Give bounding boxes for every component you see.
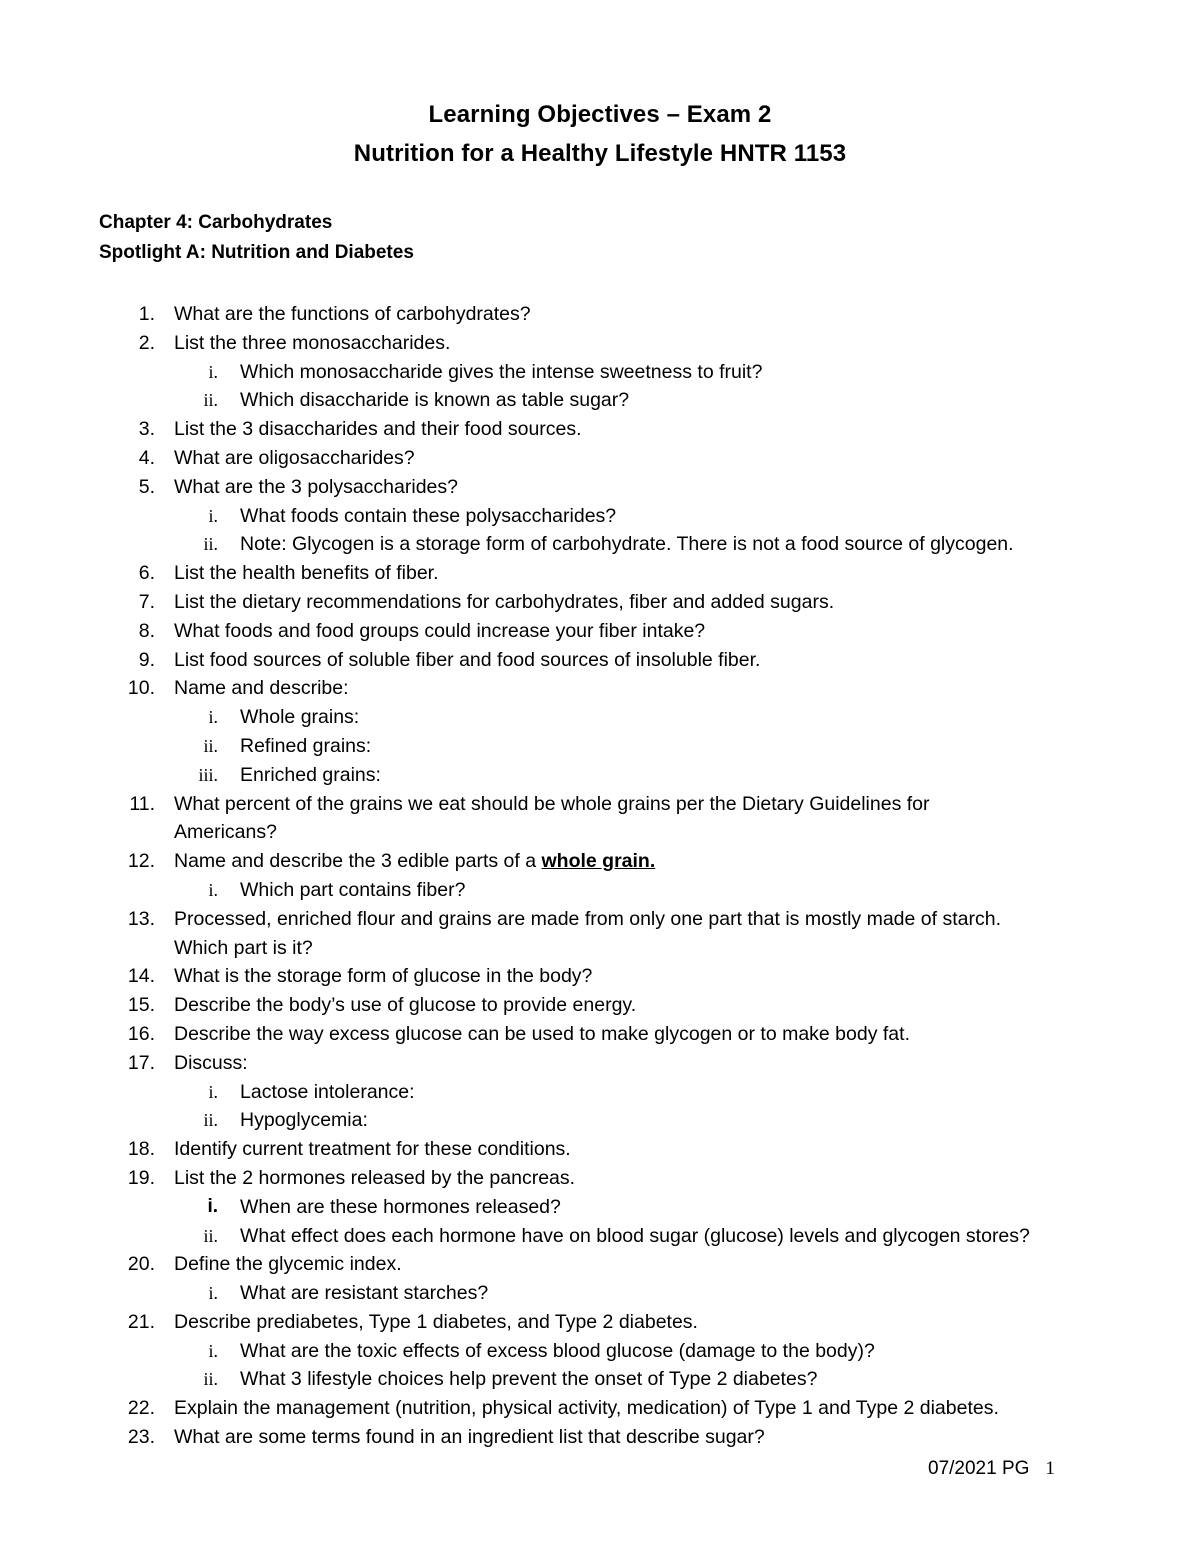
question-item [0,646,1200,675]
footer-date-initials: 07/2021 PG [928,1458,1030,1479]
item-marker: 21. [127,1310,155,1333]
item-marker: 3. [138,418,155,441]
sub-question [0,1337,1200,1366]
item-text [174,905,1001,934]
item-text-main: Whole grains: [240,706,360,729]
item-text [174,790,930,819]
question-item [0,300,1200,329]
question-item [0,329,1200,358]
item-marker: i. [208,1081,218,1102]
item-marker: 12. [127,850,155,873]
item-text [174,1308,698,1337]
item-text-main: Which monosaccharide gives the intense sweetness to fruit? [240,360,763,383]
item-text-main: What are the functions of carbohydrates? [174,303,531,325]
item-text-main: List the health benefits of fiber. [174,562,439,585]
question-item [0,1423,1200,1452]
item-text-main: What foods contain these polysaccharides? [240,504,617,527]
item-marker: 10. [127,677,155,700]
item-text-main: What are the 3 polysaccharides? [174,475,458,498]
document-title: Learning Objectives – Exam 2 [428,101,772,128]
question-item [0,790,1200,819]
item-text-main: Describe the way excess glucose can be used to make glycogen or to make body fat. [174,1022,910,1045]
question-item [0,1164,1200,1193]
sub-question [0,502,1200,531]
question-item [0,934,1200,963]
question-item [0,588,1200,617]
question-item [0,1135,1200,1164]
item-text-main: Hypoglycemia: [240,1109,368,1132]
item-text [240,386,629,415]
question-item [0,962,1200,991]
item-text-main: Americans? [174,821,277,844]
item-text-main: Processed, enriched flour and grains are made from only one part that is mostly made of starch. [174,907,1001,930]
item-text [240,530,1014,559]
question-item [0,1049,1200,1078]
item-marker: 22. [127,1397,155,1420]
question-item [0,847,1200,876]
item-marker: 6. [138,562,155,585]
item-text [240,502,616,531]
item-text [174,1135,571,1164]
item-marker: 18. [127,1138,155,1161]
item-text-main: Note: Glycogen is a storage form of carbohydrate. There is not a food source of glycogen. [240,533,1014,556]
sub-question [0,1365,1200,1394]
item-text-main: List food sources of soluble fiber and food sources of insoluble fiber. [174,648,761,671]
sub-question [0,703,1200,732]
item-text [174,473,458,502]
item-text [174,559,439,588]
spotlight-heading: Spotlight A: Nutrition and Diabetes [99,242,414,263]
sub-question [0,386,1200,415]
item-marker: 15. [127,994,155,1017]
sub-question [0,761,1200,790]
item-text-main: Enriched grains: [240,763,381,786]
item-marker: 14. [127,965,155,988]
sub-question [0,732,1200,761]
item-text-main: Which part contains fiber? [240,878,466,901]
item-text [174,934,313,963]
item-text-main: What foods and food groups could increase your fiber intake? [174,619,706,642]
item-marker: 5. [138,475,155,498]
item-text [240,1106,368,1135]
item-text-main: Refined grains: [240,734,372,757]
item-text [240,1222,1030,1251]
item-text [174,1394,999,1423]
item-marker: 8. [138,619,155,642]
item-text-main: What effect does each hormone have on blood sugar (glucose) levels and glycogen stores? [240,1224,1030,1247]
item-text-main: List the three monosaccharides. [174,331,451,354]
page-number: 1 [1045,1458,1055,1479]
sub-question [0,530,1200,559]
item-text [240,1078,415,1107]
item-marker: i. [208,1283,218,1304]
item-text-main: What are resistant starches? [240,1282,489,1305]
item-text [174,1164,575,1193]
item-text-main: Discuss: [174,1051,248,1074]
item-marker: 19. [127,1166,155,1189]
question-item [0,617,1200,646]
item-text [240,703,359,732]
item-marker: ii. [203,1110,218,1131]
item-text-main: Name and describe: [174,677,349,700]
item-text [240,761,381,790]
item-text [174,588,834,617]
item-marker: 4. [138,446,155,469]
underlined-term: whole grain. [541,850,656,873]
sub-question [0,876,1200,905]
item-text [240,1193,561,1222]
item-text-main: What 3 lifestyle choices help prevent the onset of Type 2 diabetes? [240,1368,818,1391]
item-text-main: List the 3 disaccharides and their food sources. [174,418,582,441]
item-text-main: Lactose intolerance: [240,1080,415,1103]
item-marker: i. [208,361,218,382]
item-marker: i. [208,1340,218,1361]
item-text-main: Describe the body’s use of glucose to provide energy. [174,994,637,1017]
question-item [0,415,1200,444]
item-text-main: Define the glycemic index. [174,1253,402,1276]
item-text [174,1423,765,1452]
item-text-main: What are some terms found in an ingredient list that describe sugar? [174,1426,765,1449]
item-text [240,876,465,905]
item-text-main: What is the storage form of glucose in the body? [174,965,593,988]
item-text-main: Explain the management (nutrition, physical activity, medication) of Type 1 and Type 2 diabetes. [174,1397,999,1420]
item-text-main: List the 2 hormones released by the pancreas. [174,1166,576,1189]
item-text-main: What are the toxic effects of excess blood glucose (damage to the body)? [240,1339,875,1362]
sub-question [0,1078,1200,1107]
item-text-main: List the dietary recommendations for carbohydrates, fiber and added sugars. [174,590,835,613]
item-text [174,1250,402,1279]
question-item [0,559,1200,588]
item-marker: ii. [203,1225,218,1246]
item-text [174,1020,910,1049]
sub-question [0,1106,1200,1135]
item-marker: 7. [138,590,155,613]
item-text [174,444,415,473]
item-marker: 17. [127,1051,155,1074]
page-footer [928,1458,1055,1480]
item-marker: ii. [203,735,218,756]
item-text [174,646,760,675]
item-text [174,962,592,991]
item-text-main: Name and describe the 3 edible parts of a [174,850,542,873]
item-marker: 16. [127,1022,155,1045]
item-marker: 1. [138,303,155,325]
sub-question [0,1279,1200,1308]
question-item [0,1020,1200,1049]
item-text [174,674,349,703]
item-text [174,847,655,876]
item-text [174,991,636,1020]
question-item [0,674,1200,703]
sub-question [0,358,1200,387]
item-text [240,1279,488,1308]
question-item [0,444,1200,473]
item-text [174,818,277,847]
item-text [240,358,762,387]
item-marker: i. [208,707,218,728]
question-item [0,1308,1200,1337]
item-marker: ii. [203,1369,218,1390]
item-marker: 2. [138,331,155,354]
chapter-heading: Chapter 4: Carbohydrates [99,212,333,233]
sub-question [0,1193,1200,1222]
question-item [0,905,1200,934]
item-text [240,732,371,761]
question-item [0,1250,1200,1279]
item-text [240,1365,817,1394]
item-text [174,1049,248,1078]
item-marker: ii. [203,534,218,555]
item-text-main: Which part is it? [174,936,313,959]
item-marker: iii. [198,764,218,785]
item-text [174,300,531,329]
item-text [174,329,450,358]
item-text [174,617,705,646]
course-title: Nutrition for a Healthy Lifestyle HNTR 1153 [353,140,847,167]
item-marker: 23. [127,1426,155,1449]
item-marker: 11. [129,792,155,815]
item-marker: 9. [138,648,155,671]
objectives-list [0,300,1200,1452]
item-text-main: When are these hormones released? [240,1195,561,1218]
question-item [0,1394,1200,1423]
item-marker: i. [207,1195,218,1217]
question-item [0,991,1200,1020]
sub-question [0,1222,1200,1251]
item-text [240,1337,875,1366]
item-text [174,415,582,444]
item-text-main: What are oligosaccharides? [174,446,415,469]
item-marker: 20. [127,1253,155,1276]
question-item [0,818,1200,847]
item-marker: i. [208,879,218,900]
question-item [0,473,1200,502]
item-marker: i. [208,505,218,526]
item-marker: ii. [203,390,218,411]
item-text-main: Identify current treatment for these conditions. [174,1138,571,1161]
item-marker: 13. [127,907,155,930]
item-text-main: What percent of the grains we eat should be whole grains per the Dietary Guidelines for [174,792,930,815]
item-text-main: Which disaccharide is known as table sugar? [240,389,630,412]
item-text-main: Describe prediabetes, Type 1 diabetes, and Type 2 diabetes. [174,1310,698,1333]
